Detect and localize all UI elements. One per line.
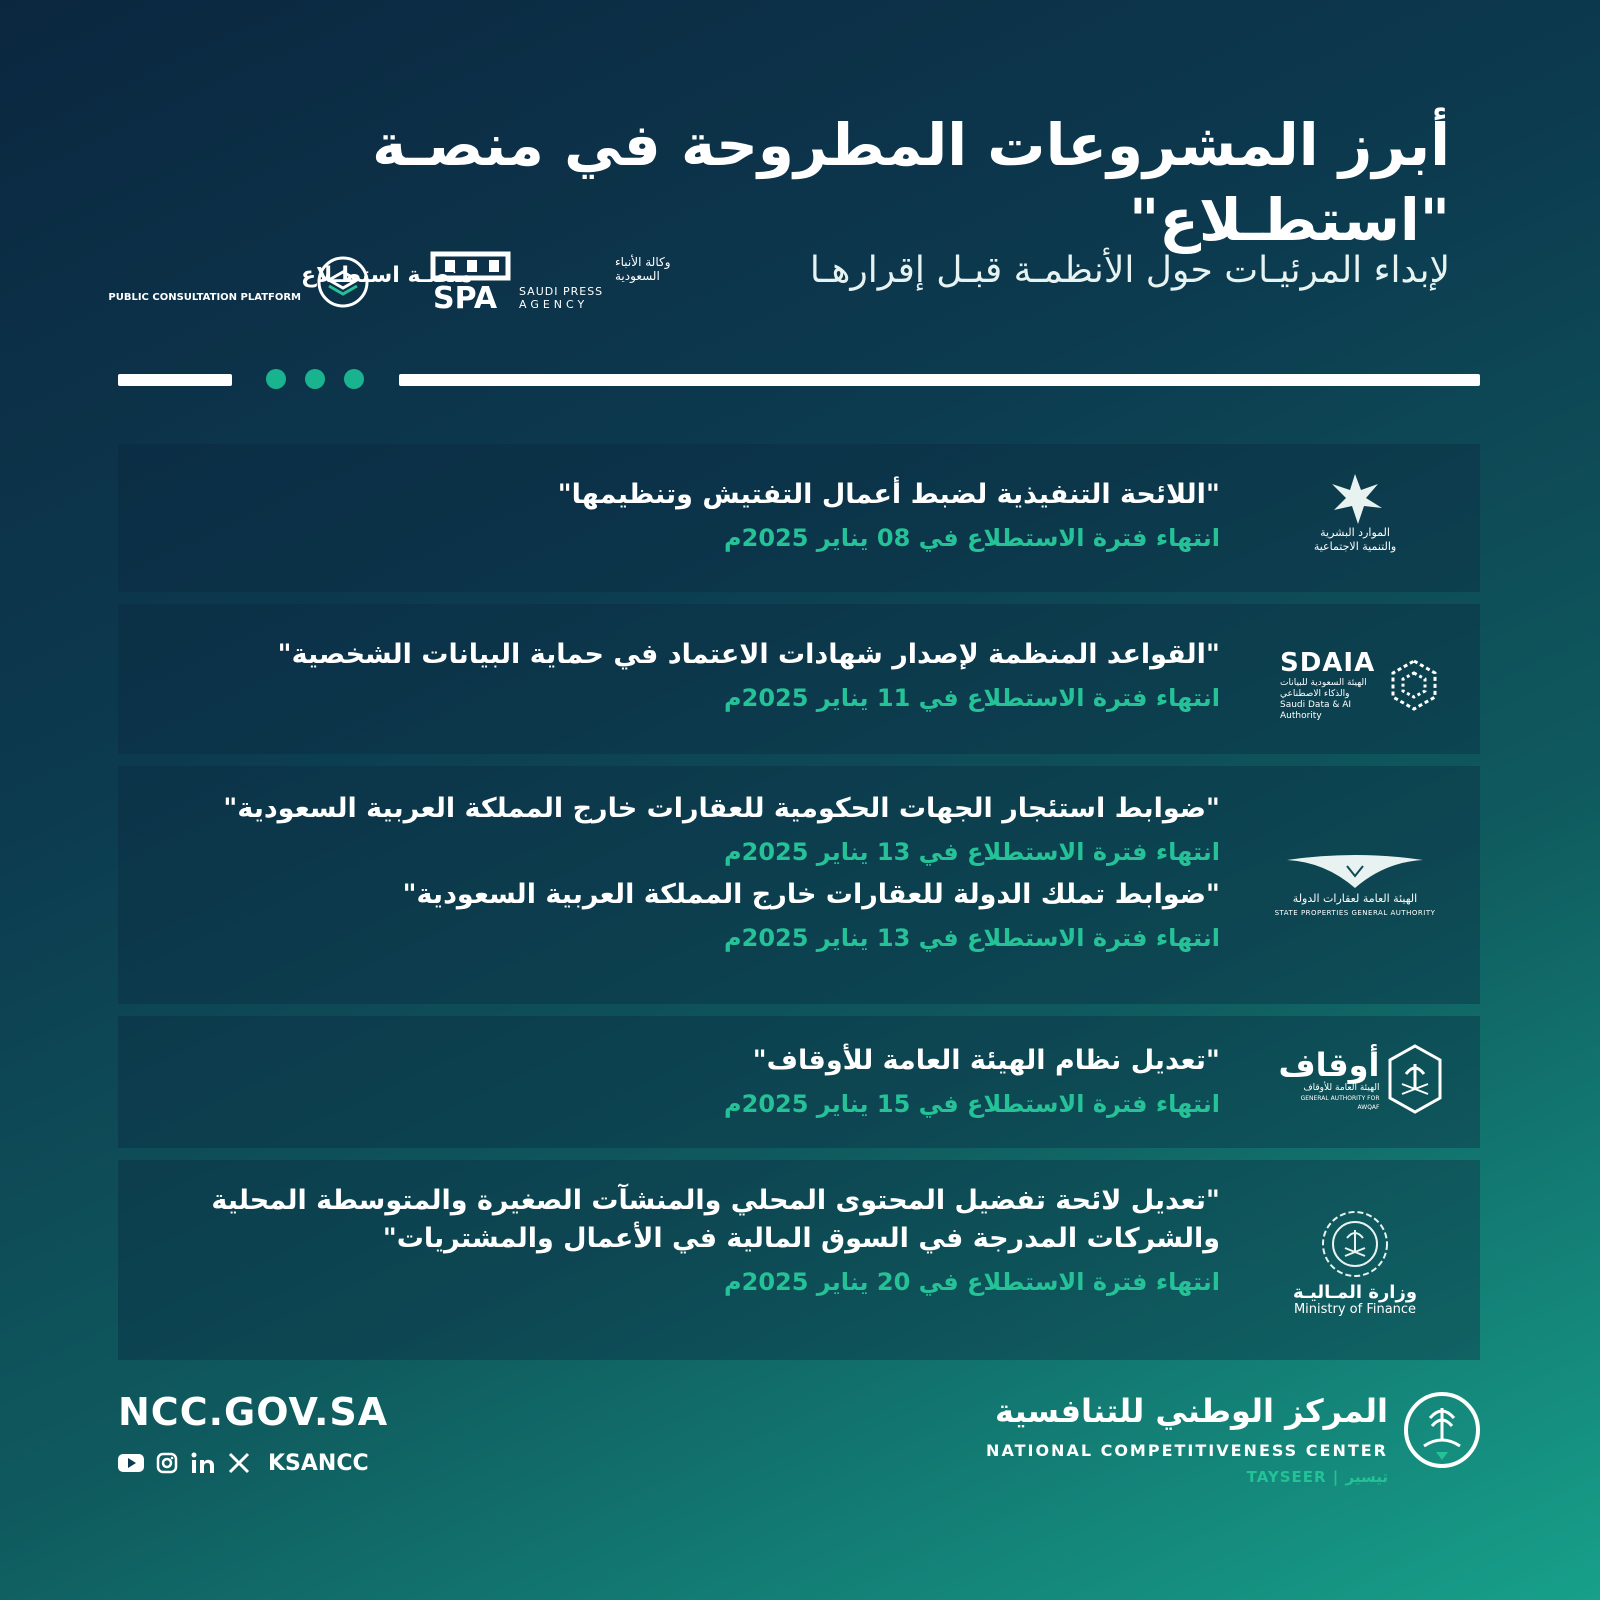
spga-logo (1270, 852, 1440, 920)
project-deadline: انتهاء فترة الاستطلاع في 11 يناير 2025م (724, 684, 1220, 712)
ncc-name-en: NATIONAL COMPETITIVENESS CENTER (986, 1441, 1388, 1460)
sdaia-logo (1280, 648, 1440, 722)
sdaia-label-ar: الهيئة السعودية للبيانات والذكاء الاصطناعي (1280, 678, 1367, 699)
project-title: "ضوابط استئجار الجهات الحكومية للعقارات خارج المملكة العربية السعودية" (223, 793, 1220, 824)
page-subtitle: لإبداء المرئيـات حول الأنظمـة قبـل إقرارهـا (809, 250, 1450, 291)
spa-ar-line2: السعودية (615, 269, 660, 283)
project-deadline: انتهاء فترة الاستطلاع في 13 يناير 2025م (724, 924, 1220, 952)
hrsd-logo (1270, 472, 1440, 554)
project-card (118, 1160, 1480, 1360)
project-title-line: "تعديل لائحة تفضيل المحتوى المحلي والمنشآت الصغيرة والمتوسطة المحلية (211, 1185, 1220, 1216)
project-deadline: انتهاء فترة الاستطلاع في 20 يناير 2025م (724, 1268, 1220, 1296)
spga-label-en: STATE PROPERTIES GENERAL AUTHORITY (1274, 909, 1436, 917)
divider-right (399, 374, 1480, 386)
social-links (118, 1450, 369, 1476)
project-title: "ضوابط تملك الدولة للعقارات خارج المملكة العربية السعودية" (402, 879, 1220, 910)
awqaf-logo (1280, 1044, 1440, 1114)
spga-label-ar: الهيئة العامة لعقارات الدولة (1292, 892, 1418, 905)
spa-en-line2: AGENCY (519, 298, 589, 311)
mof-logo (1270, 1206, 1440, 1317)
awqaf-wordmark: أوقاف (1278, 1045, 1380, 1084)
project-card (118, 766, 1480, 1004)
project-deadline: انتهاء فترة الاستطلاع في 15 يناير 2025م (724, 1090, 1220, 1118)
divider-dot (266, 369, 286, 389)
sdaia-hex-icon (1388, 659, 1440, 711)
social-handle[interactable]: KSANCC (268, 1450, 369, 1476)
ncc-name-ar: المركز الوطني للتنافسية (995, 1392, 1388, 1430)
ncc-emblem-icon (1402, 1390, 1482, 1474)
spa-ar-line1: وكالة الأنباء (615, 255, 671, 269)
spga-roof-icon (1285, 852, 1425, 892)
x-icon[interactable] (226, 1450, 252, 1476)
ncc-tayseer: TAYSEER | تيسير (1246, 1468, 1388, 1486)
project-card (118, 444, 1480, 592)
project-title: "تعديل نظام الهيئة العامة للأوقاف" (752, 1045, 1220, 1076)
project-card (118, 1016, 1480, 1148)
linkedin-icon[interactable] (190, 1450, 216, 1476)
sdaia-label-en: Saudi Data & AI Authority (1280, 700, 1352, 721)
spa-en-line1: SAUDI PRESS (519, 285, 604, 298)
istitlaa-en-text: PUBLIC CONSULTATION PLATFORM (108, 292, 301, 303)
awqaf-label-ar: الهيئة العامة للأوقاف (1303, 1082, 1380, 1093)
hrsd-star-icon (1320, 472, 1390, 526)
istitlaa-ar-text: منصـة استطـلاع (301, 263, 473, 288)
sdaia-wordmark: SDAIA (1280, 648, 1376, 678)
instagram-icon[interactable] (154, 1450, 180, 1476)
project-title: "القواعد المنظمة لإصدار شهادات الاعتماد في حماية البيانات الشخصية" (277, 639, 1220, 670)
website-link[interactable]: NCC.GOV.SA (118, 1390, 389, 1434)
mof-label-en: Ministry of Finance (1293, 1302, 1417, 1317)
mof-label-ar: وزارة المـاليـة (1292, 1282, 1418, 1303)
project-card (118, 604, 1480, 754)
project-deadline: انتهاء فترة الاستطلاع في 08 يناير 2025م (724, 524, 1220, 552)
awqaf-label-en: GENERAL AUTHORITY FOR AWQAF (1300, 1094, 1380, 1111)
divider-left (118, 374, 232, 386)
project-title: "اللائحة التنفيذية لضبط أعمال التفتيش وتنظيمها" (557, 479, 1220, 510)
spa-mark-text: SPA (433, 281, 498, 316)
mof-emblem-icon (1317, 1206, 1393, 1282)
hrsd-label-1: الموارد البشرية (1320, 526, 1390, 539)
page-title: أبرز المشروعات المطروحة في منصـة "استطـلاع" (372, 111, 1450, 255)
divider-dot (305, 369, 325, 389)
divider-dot (344, 369, 364, 389)
project-deadline: انتهاء فترة الاستطلاع في 13 يناير 2025م (724, 838, 1220, 866)
hrsd-label-2: والتنمية الاجتماعية (1313, 540, 1397, 553)
project-title-line: والشركات المدرجة في السوق المالية في الأعمال والمشتريات" (382, 1223, 1220, 1254)
awqaf-emblem-icon (1388, 1044, 1442, 1114)
youtube-icon[interactable] (118, 1450, 144, 1476)
